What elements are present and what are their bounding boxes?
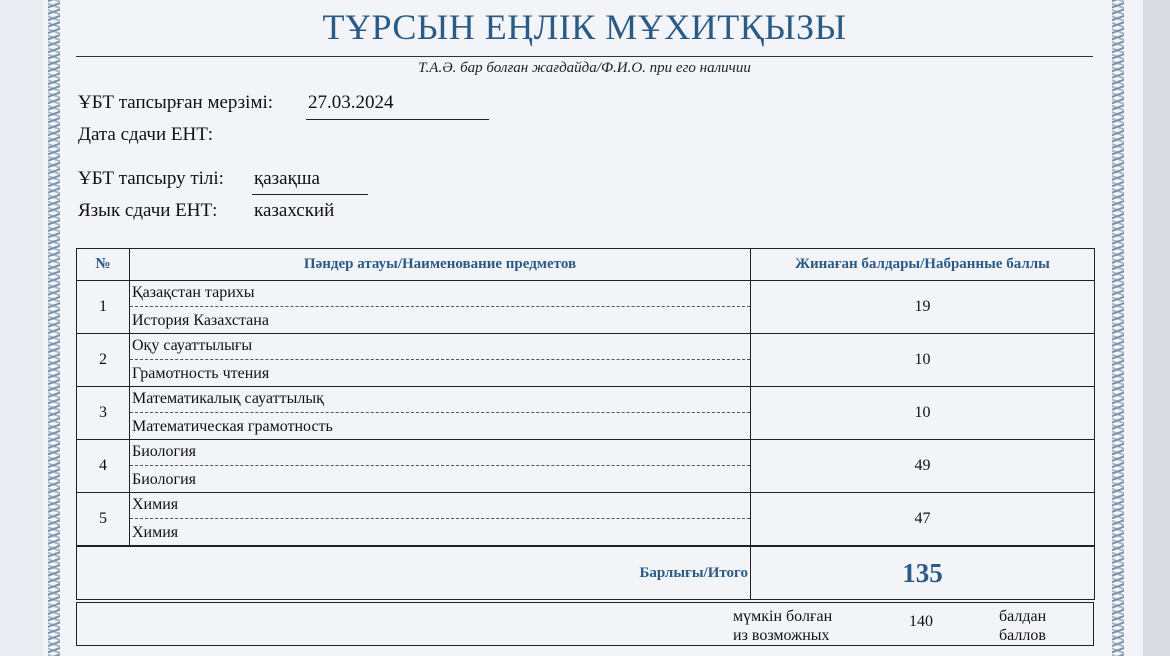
subject-name-kz: Қазақстан тарихы (130, 281, 750, 307)
subject-name-ru: Грамотность чтения (132, 365, 270, 382)
page-edge (1143, 0, 1170, 656)
row-score: 47 (751, 493, 1095, 547)
row-subject (130, 493, 751, 547)
possible-label-kz: мүмкін болған (733, 608, 833, 625)
total-label: Барлығы/Итого (77, 546, 751, 600)
exam-language-value-ru: казахский (254, 200, 335, 221)
subject-name-ru: Химия (132, 524, 179, 541)
row-number: 4 (77, 440, 130, 493)
full-name: ТҰРСЫН ЕҢЛІК МҰХИТҚЫЗЫ (322, 7, 847, 47)
total-row (77, 546, 1095, 600)
row-subject (130, 440, 751, 493)
row-subject (130, 281, 751, 334)
possible-unit-kz: балдан (999, 608, 1047, 625)
row-number: 2 (77, 334, 130, 387)
subject-name-kz: Математикалық сауаттылық (130, 387, 750, 413)
exam-language-label-ru: Язык сдачи ЕНТ: (78, 200, 218, 221)
possible-unit (999, 607, 1046, 645)
subject-name-ru: История Казахстана (132, 312, 269, 329)
decorative-border-left (48, 0, 60, 656)
name-caption: Т.А.Ә. бар болған жағдайда/Ф.И.О. при его наличии (418, 60, 751, 76)
exam-date-label-kz: ҰБТ тапсырған мерзімі: (78, 92, 274, 113)
subject-name-kz: Оқу сауаттылығы (130, 334, 750, 360)
subject-name-ru: Математическая грамотность (132, 418, 333, 435)
table-header-row (77, 249, 1095, 281)
row-number: 3 (77, 387, 130, 440)
possible-score-row (76, 602, 1094, 646)
row-score: 10 (751, 334, 1095, 387)
header-score: Жинаған балдары/Набранные баллы (751, 249, 1095, 281)
possible-label-ru: из возможных (733, 627, 830, 644)
row-score: 10 (751, 387, 1095, 440)
exam-language-label-kz: ҰБТ тапсыру тілі: (78, 168, 224, 189)
exam-language-underline (252, 194, 368, 195)
exam-date-value: 27.03.2024 (308, 92, 394, 113)
row-score: 19 (751, 281, 1095, 334)
exam-date-label-ru: Дата сдачи ЕНТ: (78, 124, 214, 145)
possible-unit-ru: баллов (999, 627, 1046, 644)
total-value: 135 (751, 546, 1095, 600)
row-number: 1 (77, 281, 130, 334)
exam-language-value-kz: қазақша (254, 168, 320, 189)
row-score: 49 (751, 440, 1095, 493)
row-subject (130, 334, 751, 387)
row-number: 5 (77, 493, 130, 547)
possible-value: 140 (909, 613, 933, 630)
possible-label (733, 607, 832, 645)
table-row (77, 334, 1095, 387)
table-row (77, 493, 1095, 547)
table-row (77, 281, 1095, 334)
header-subject: Пәндер атауы/Наименование предметов (130, 249, 751, 281)
scores-table (76, 248, 1095, 600)
subject-name-kz: Химия (130, 493, 750, 519)
table-row (77, 440, 1095, 493)
header-number: № (77, 249, 130, 281)
subject-name-kz: Биология (130, 440, 750, 466)
exam-date-underline (306, 119, 489, 120)
row-subject (130, 387, 751, 440)
name-underline (76, 56, 1093, 57)
decorative-border-right (1112, 0, 1124, 656)
subject-name-ru: Биология (132, 471, 197, 488)
table-row (77, 387, 1095, 440)
